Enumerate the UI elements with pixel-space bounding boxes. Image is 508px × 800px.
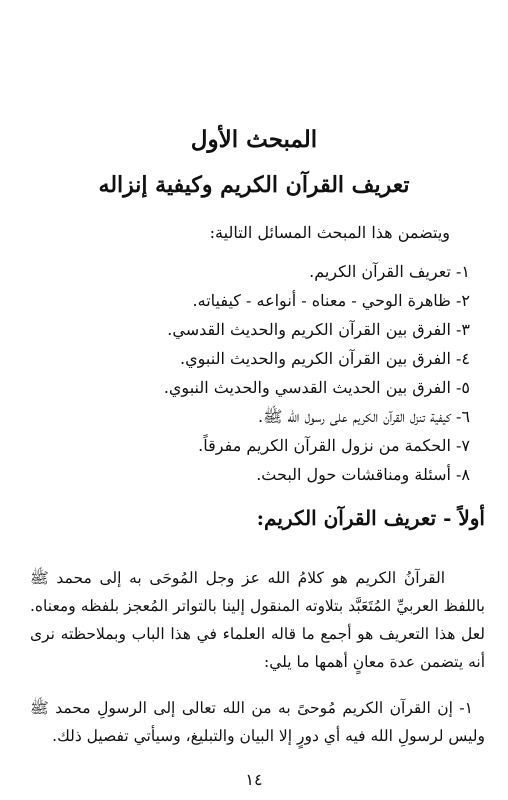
- issue-item: ٢- ظاهرة الوحي - معناه - أنواعه - كيفياته.: [192, 291, 470, 310]
- issue-item: ٦- كيفية تنزل القرآن الكريم على رسول الله ﷺ.: [257, 407, 470, 426]
- section-title: المبحث الأول: [190, 126, 318, 153]
- issues-list: [164, 262, 470, 494]
- issue-item: ٥- الفرق بين الحديث القدسي والحديث النبوي.: [163, 378, 470, 397]
- first-heading: أولاً - تعريف القرآن الكريم:: [256, 506, 485, 530]
- intro-text: ويتضمن هذا المبحث المسائل التالية:: [209, 223, 450, 242]
- page-number: ١٤: [245, 770, 263, 789]
- definition-paragraph: القرآنُ الكريم هو كلامُ الله عز وجل المُوحَى به إلى محمد ﷺ باللفظ العربيِّ المُتَعَبَّد بتلاوته المنقول إلينا بالتواتر المُعجز بلفظه ومعناه. لعل هذا التعريف هو أجمع ما قاله العلماء في هذا الباب وبملاحظته نرى أنه يتضمن عدة معانٍ أهمها ما يلي:: [30, 568, 485, 671]
- issue-item: ٣- الفرق بين القرآن الكريم والحديث القدسي.: [167, 320, 470, 339]
- issue-item: ٧- الحكمة من نزول القرآن الكريم مفرقاً.: [198, 436, 470, 455]
- issue-item: ١- تعريف القرآن الكريم.: [309, 262, 470, 281]
- issue-item: ٨- أسئلة ومناقشات حول البحث.: [256, 465, 470, 484]
- issue-item: ٤- الفرق بين القرآن الكريم والحديث النبوي.: [180, 349, 470, 368]
- section-subtitle: تعريف القرآن الكريم وكيفية إنزاله: [98, 172, 410, 198]
- point-one-paragraph: ١- إن القرآن الكريم مُوحىً به من الله تعالى إلى الرسولِ محمد ﷺ وليس لرسولِ الله فيه أي دورٍ إلا البيان والتبليغ، وسيأتي تفصيل ذلك.: [30, 698, 485, 745]
